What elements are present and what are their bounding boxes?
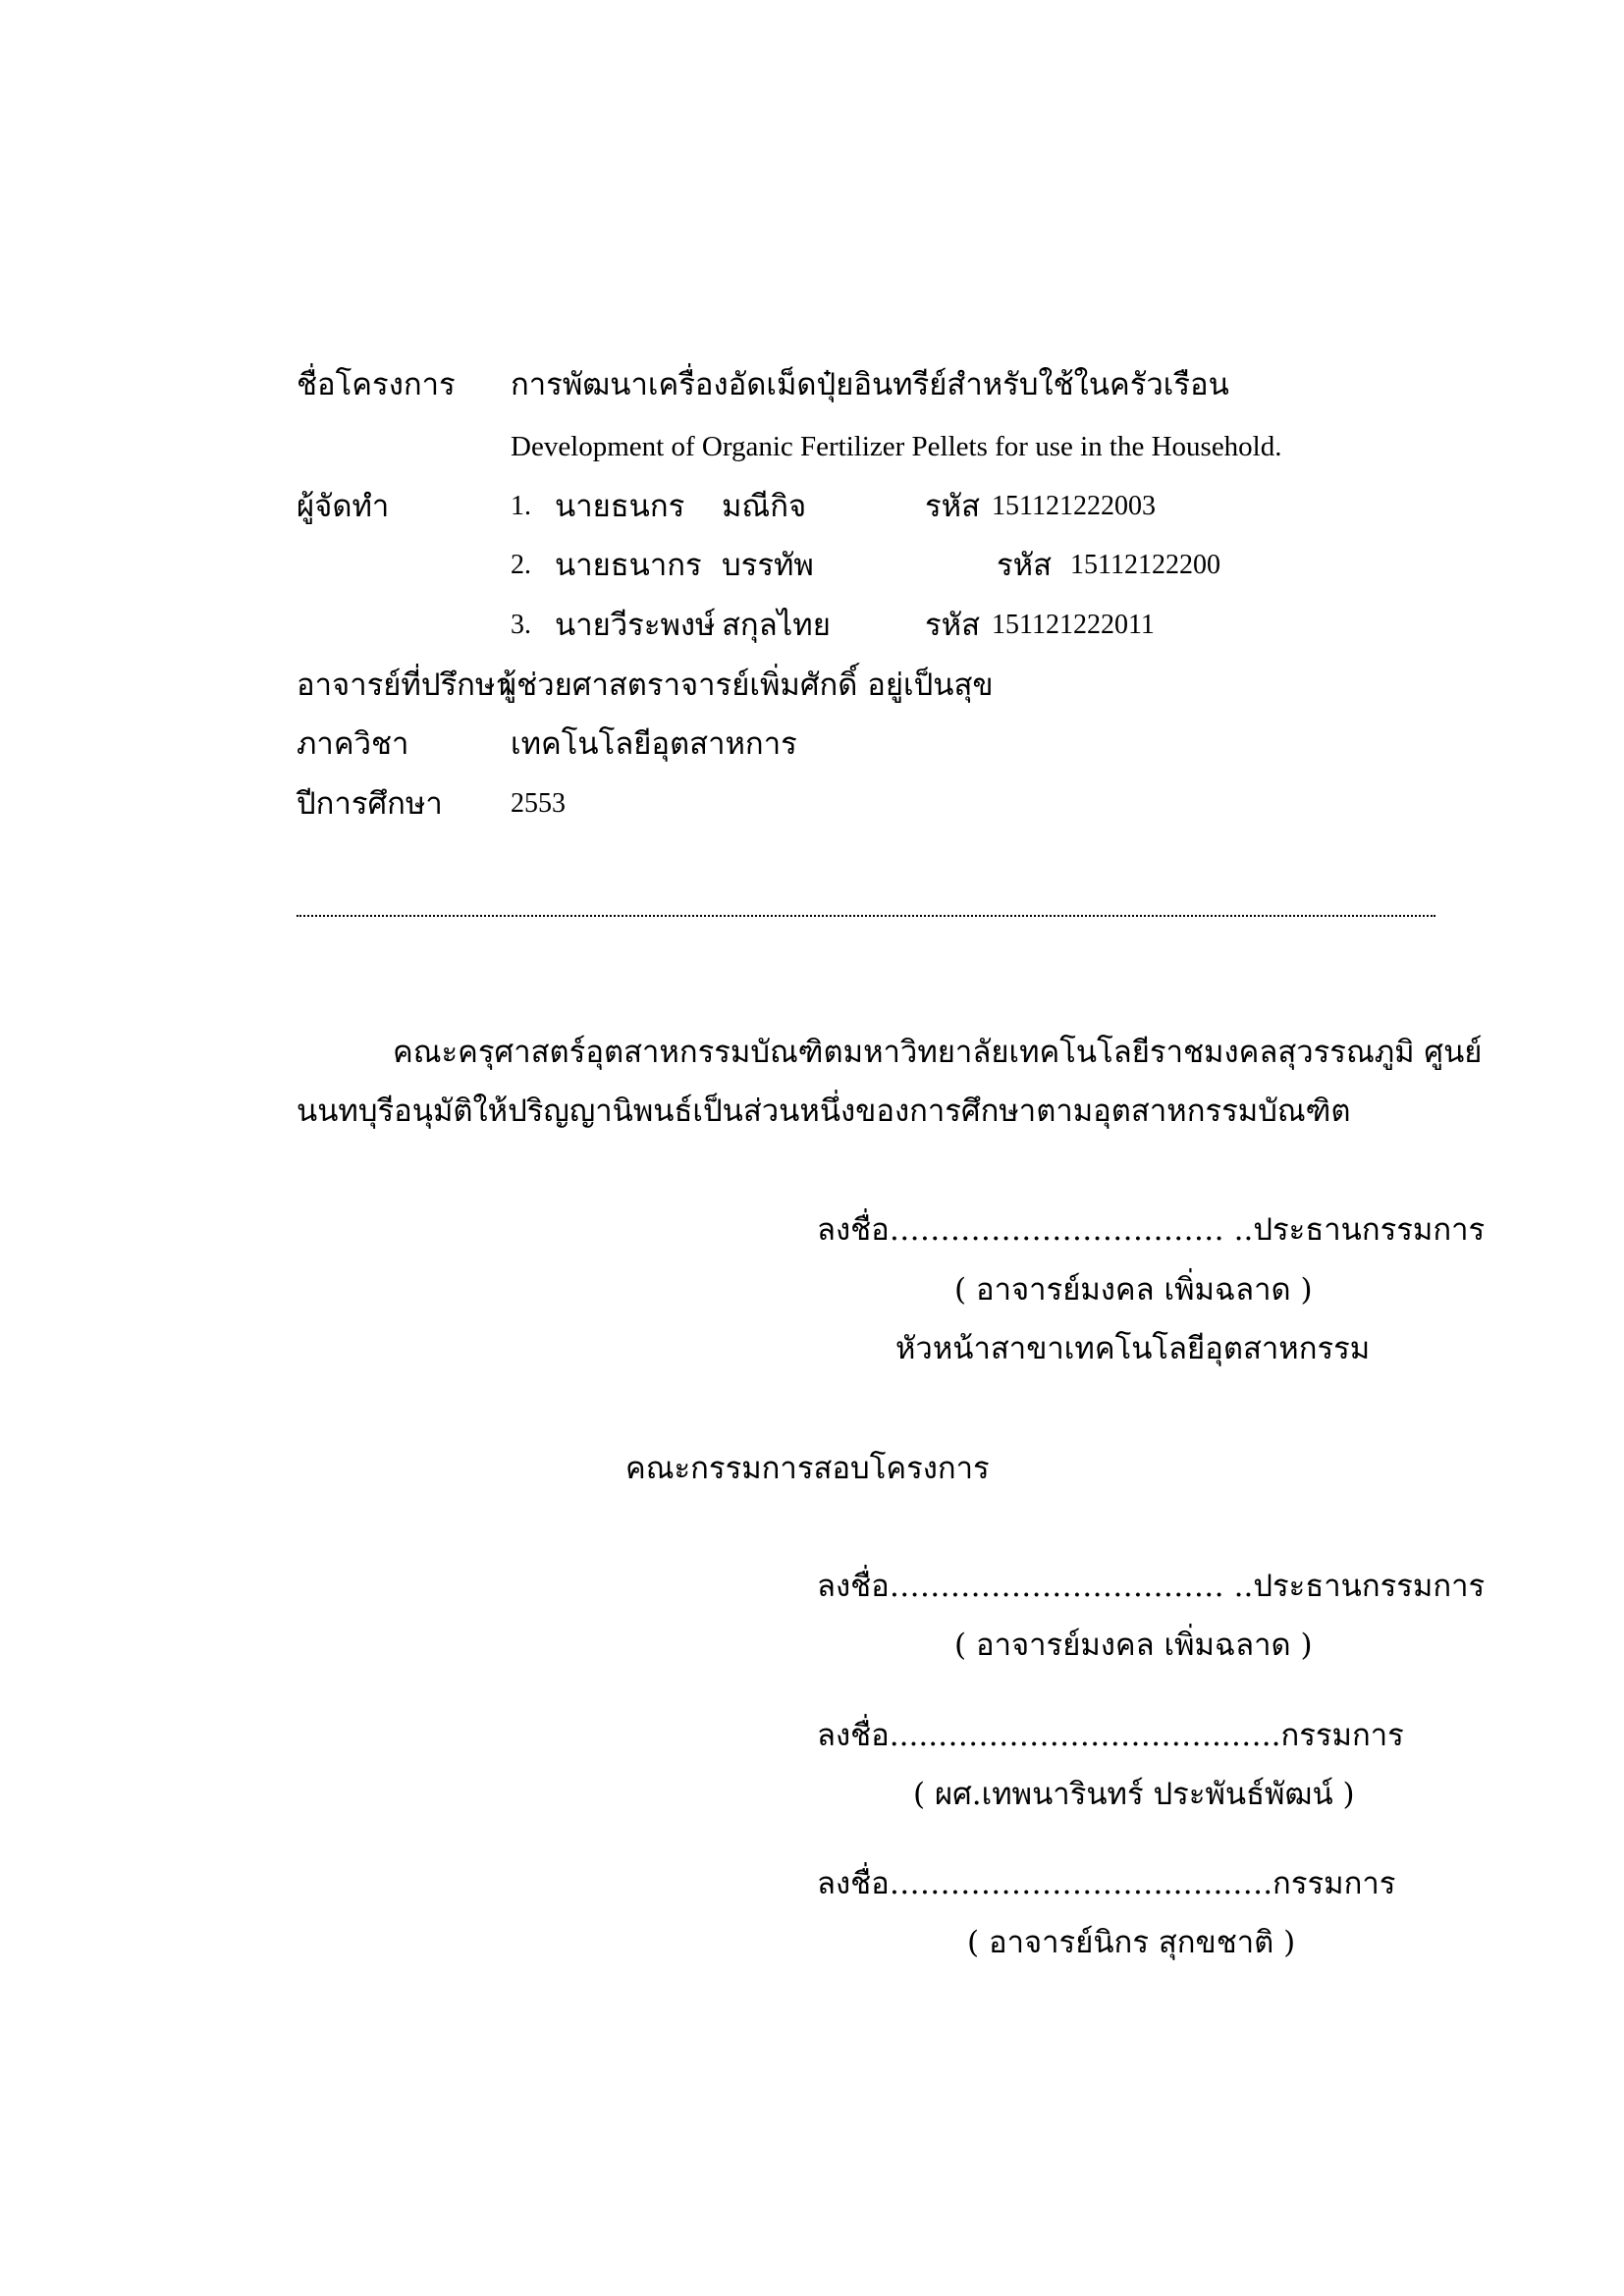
approval-text-line-2: นนทบุรีอนุมัติให้ปริญญานิพนธ์เป็นส่วนหนึ่งของการศึกษาตามอุตสาหกรรมบัณฑิต (297, 1094, 1351, 1129)
author-last-name: บรรทัพ (722, 548, 814, 583)
committee-signature-line: ลงชื่อ.....………………………..…..กรรมการ (817, 1718, 1404, 1753)
author-first-name: นายวีระพงษ์ (555, 608, 716, 643)
author-last-name: มณีกิจ (722, 489, 807, 524)
head-signature-line: ลงชื่อ…………………………… ..ประธานกรรมการ (817, 1212, 1486, 1248)
project-title-english: Development of Organic Fertilizer Pellets for use in the Household. (511, 431, 1282, 462)
author-code-label: รหัส (925, 489, 981, 524)
author-first-name: นายธนากร (555, 548, 702, 583)
academic-year-label: ปีการศึกษา (297, 786, 443, 822)
approval-text-line-1: คณะครุศาสตร์อุตสาหกรรมบัณฑิตมหาวิทยาลัยเทคโนโลยีราชมงคลสุวรรณภูมิ ศูนย์ (393, 1035, 1483, 1070)
author-code: 151121222003 (992, 491, 1156, 521)
academic-year: 2553 (511, 788, 566, 819)
advisor-label: อาจารย์ที่ปรึกษา (297, 667, 513, 703)
author-number: 1. (511, 491, 531, 521)
department-name: เทคโนโลยีอุตสาหการ (511, 726, 797, 762)
author-code: 151121222011 (992, 610, 1155, 640)
head-signature-name: ( อาจารย์มงคล เพิ่มฉลาด ) (954, 1272, 1313, 1308)
department-label: ภาควิชา (297, 726, 409, 762)
project-title-label: ชื่อโครงการ (297, 367, 456, 402)
author-number: 3. (511, 610, 531, 640)
committee-signature-line: ลงชื่อ…………………………… ..ประธานกรรมการ (817, 1569, 1486, 1604)
committee-signature-line: ลงชื่อ………………………..…..….กรรมการ (817, 1866, 1396, 1901)
advisor-name: ผู้ช่วยศาสตราจารย์เพิ่มศักดิ์ อยู่เป็นสุข (499, 667, 994, 703)
authors-label: ผู้จัดทำ (297, 489, 390, 524)
committee-signature-name: ( อาจารย์มงคล เพิ่มฉลาด ) (954, 1628, 1313, 1663)
committee-heading: คณะกรรมการสอบโครงการ (625, 1451, 990, 1486)
author-number: 2. (511, 550, 531, 580)
head-signature-position: หัวหน้าสาขาเทคโนโลยีอุตสาหกรรม (895, 1331, 1371, 1366)
author-code: 15112122200 (1070, 550, 1220, 580)
author-code-label: รหัส (997, 548, 1053, 583)
committee-signature-name: ( ผศ.เทพนารินทร์ ประพันธ์พัฒน์ ) (913, 1777, 1355, 1812)
author-last-name: สกุลไทย (722, 608, 831, 643)
dotted-separator (297, 915, 1435, 917)
author-first-name: นายธนกร (555, 489, 685, 524)
author-code-label: รหัส (925, 608, 981, 643)
committee-signature-name: ( อาจารย์นิกร สุกขชาติ ) (967, 1925, 1296, 1960)
project-title-thai: การพัฒนาเครื่องอัดเม็ดปุ๋ยอินทรีย์สำหรับใช้ในครัวเรือน (511, 367, 1229, 402)
